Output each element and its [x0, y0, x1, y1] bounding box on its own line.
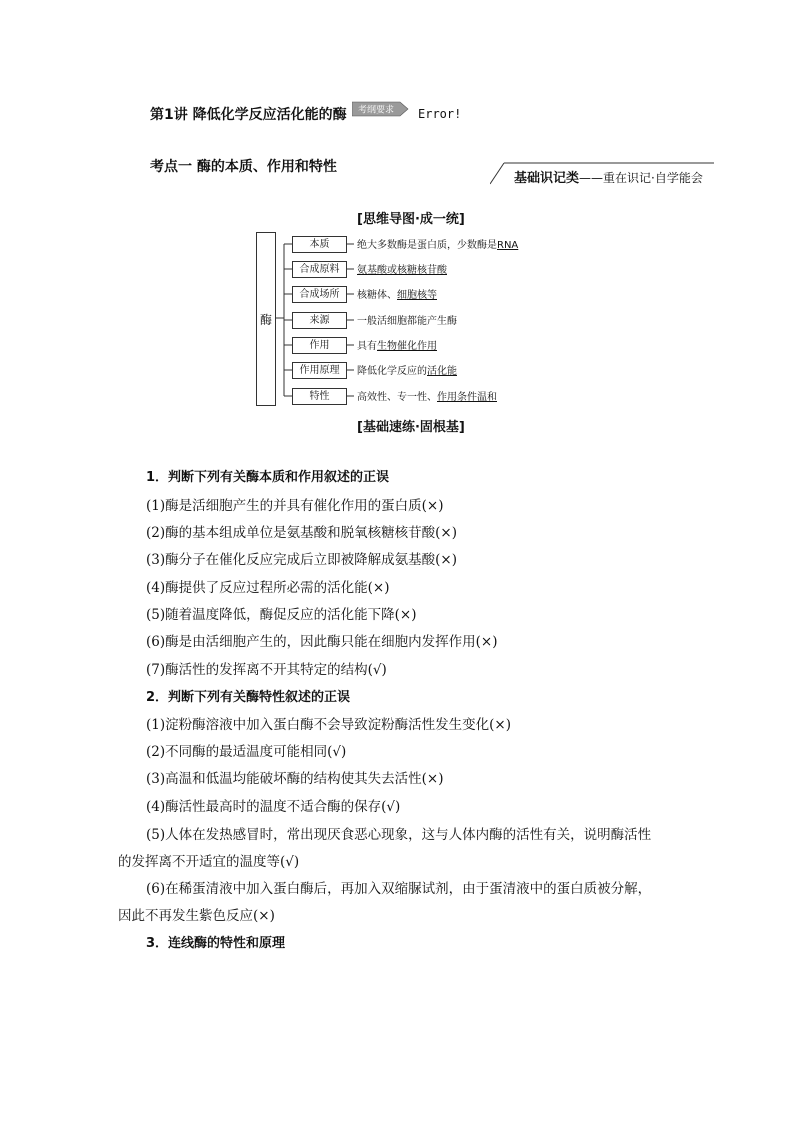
category-tag-main: 基础识记类: [514, 171, 580, 186]
question-2-item: (1)淀粉酶溶液中加入蛋白酶不会导致淀粉酶活性发生变化(×): [146, 717, 511, 733]
mind-map-desc-property: 高效性、专一性、作用条件温和: [357, 392, 497, 403]
practice-caption: [基础速练·固根基]: [357, 420, 465, 435]
error-text: Error!: [418, 107, 462, 121]
question-1-item: (4)酶提供了反应过程所必需的活化能(×): [146, 580, 390, 596]
mind-map-desc-site: 核糖体、细胞核等: [357, 290, 437, 301]
question-1-item: (6)酶是由活细胞产生的，因此酶只能在细胞内发挥作用(×): [146, 634, 498, 650]
category-tag-sub: ——重在识记·自学能会: [579, 171, 703, 185]
section-title: 考点一 酶的本质、作用和特性: [150, 159, 337, 175]
question-3-title: 3．连线酶的特性和原理: [146, 936, 286, 951]
mind-map-label-nature: 本质: [292, 236, 347, 253]
question-2-title: 2．判断下列有关酶特性叙述的正误: [146, 690, 351, 705]
lecture-title: 第1讲 降低化学反应活化能的酶: [150, 107, 347, 123]
question-1-item: (5)随着温度降低，酶促反应的活化能下降(×): [146, 607, 417, 623]
question-2-item: (4)酶活性最高时的温度不适合酶的保存(√): [146, 799, 401, 815]
mind-map-desc-source: 一般活细胞都能产生酶: [357, 316, 457, 327]
mind-map: [256, 232, 556, 410]
question-2-item-6-line1: (6)在稀蛋清液中加入蛋白酶后，再加入双缩脲试剂，由于蛋清液中的蛋白质被分解，: [146, 881, 652, 897]
mind-map-desc-nature: 绝大多数酶是蛋白质，少数酶是RNA: [357, 240, 519, 251]
mind-map-label-material: 合成原料: [292, 261, 347, 278]
mind-map-label-site: 合成场所: [292, 286, 347, 303]
question-1-title: 1．判断下列有关酶本质和作用叙述的正误: [146, 470, 390, 485]
question-1-item: (2)酶的基本组成单位是氨基酸和脱氧核糖核苷酸(×): [146, 525, 457, 541]
requirement-tag: [352, 100, 410, 118]
requirement-tag-label: 考纲要求: [357, 105, 395, 116]
question-2-item: (2)不同酶的最适温度可能相同(√): [146, 744, 347, 760]
mind-map-label-mechanism: 作用原理: [292, 362, 347, 379]
question-1-item: (1)酶是活细胞产生的并具有催化作用的蛋白质(×): [146, 498, 444, 514]
question-2-item-6-line2: 因此不再发生紫色反应(×): [118, 908, 275, 924]
category-tag: [514, 167, 703, 186]
question-1-item: (7)酶活性的发挥离不开其特定的结构(√): [146, 662, 387, 678]
mind-map-desc-material: 氨基酸或核糖核苷酸: [357, 265, 447, 276]
question-2-item: (3)高温和低温均能破坏酶的结构使其失去活性(×): [146, 771, 444, 787]
mind-map-desc-mechanism: 降低化学反应的活化能: [357, 366, 457, 377]
mind-map-label-function: 作用: [292, 337, 347, 354]
mind-map-desc-function: 具有生物催化作用: [357, 341, 437, 352]
mind-map-label-source: 来源: [292, 312, 347, 329]
question-2-item-5-line1: (5)人体在发热感冒时，常出现厌食恶心现象，这与人体内酶的活性有关，说明酶活性: [146, 827, 652, 843]
mind-map-caption: [思维导图·成一统]: [357, 212, 465, 227]
question-1-item: (3)酶分子在催化反应完成后立即被降解成氨基酸(×): [146, 552, 457, 568]
mind-map-root: 酶: [256, 232, 276, 406]
mind-map-label-property: 特性: [292, 388, 347, 405]
question-2-item-5-line2: 的发挥离不开适宜的温度等(√): [118, 854, 300, 870]
